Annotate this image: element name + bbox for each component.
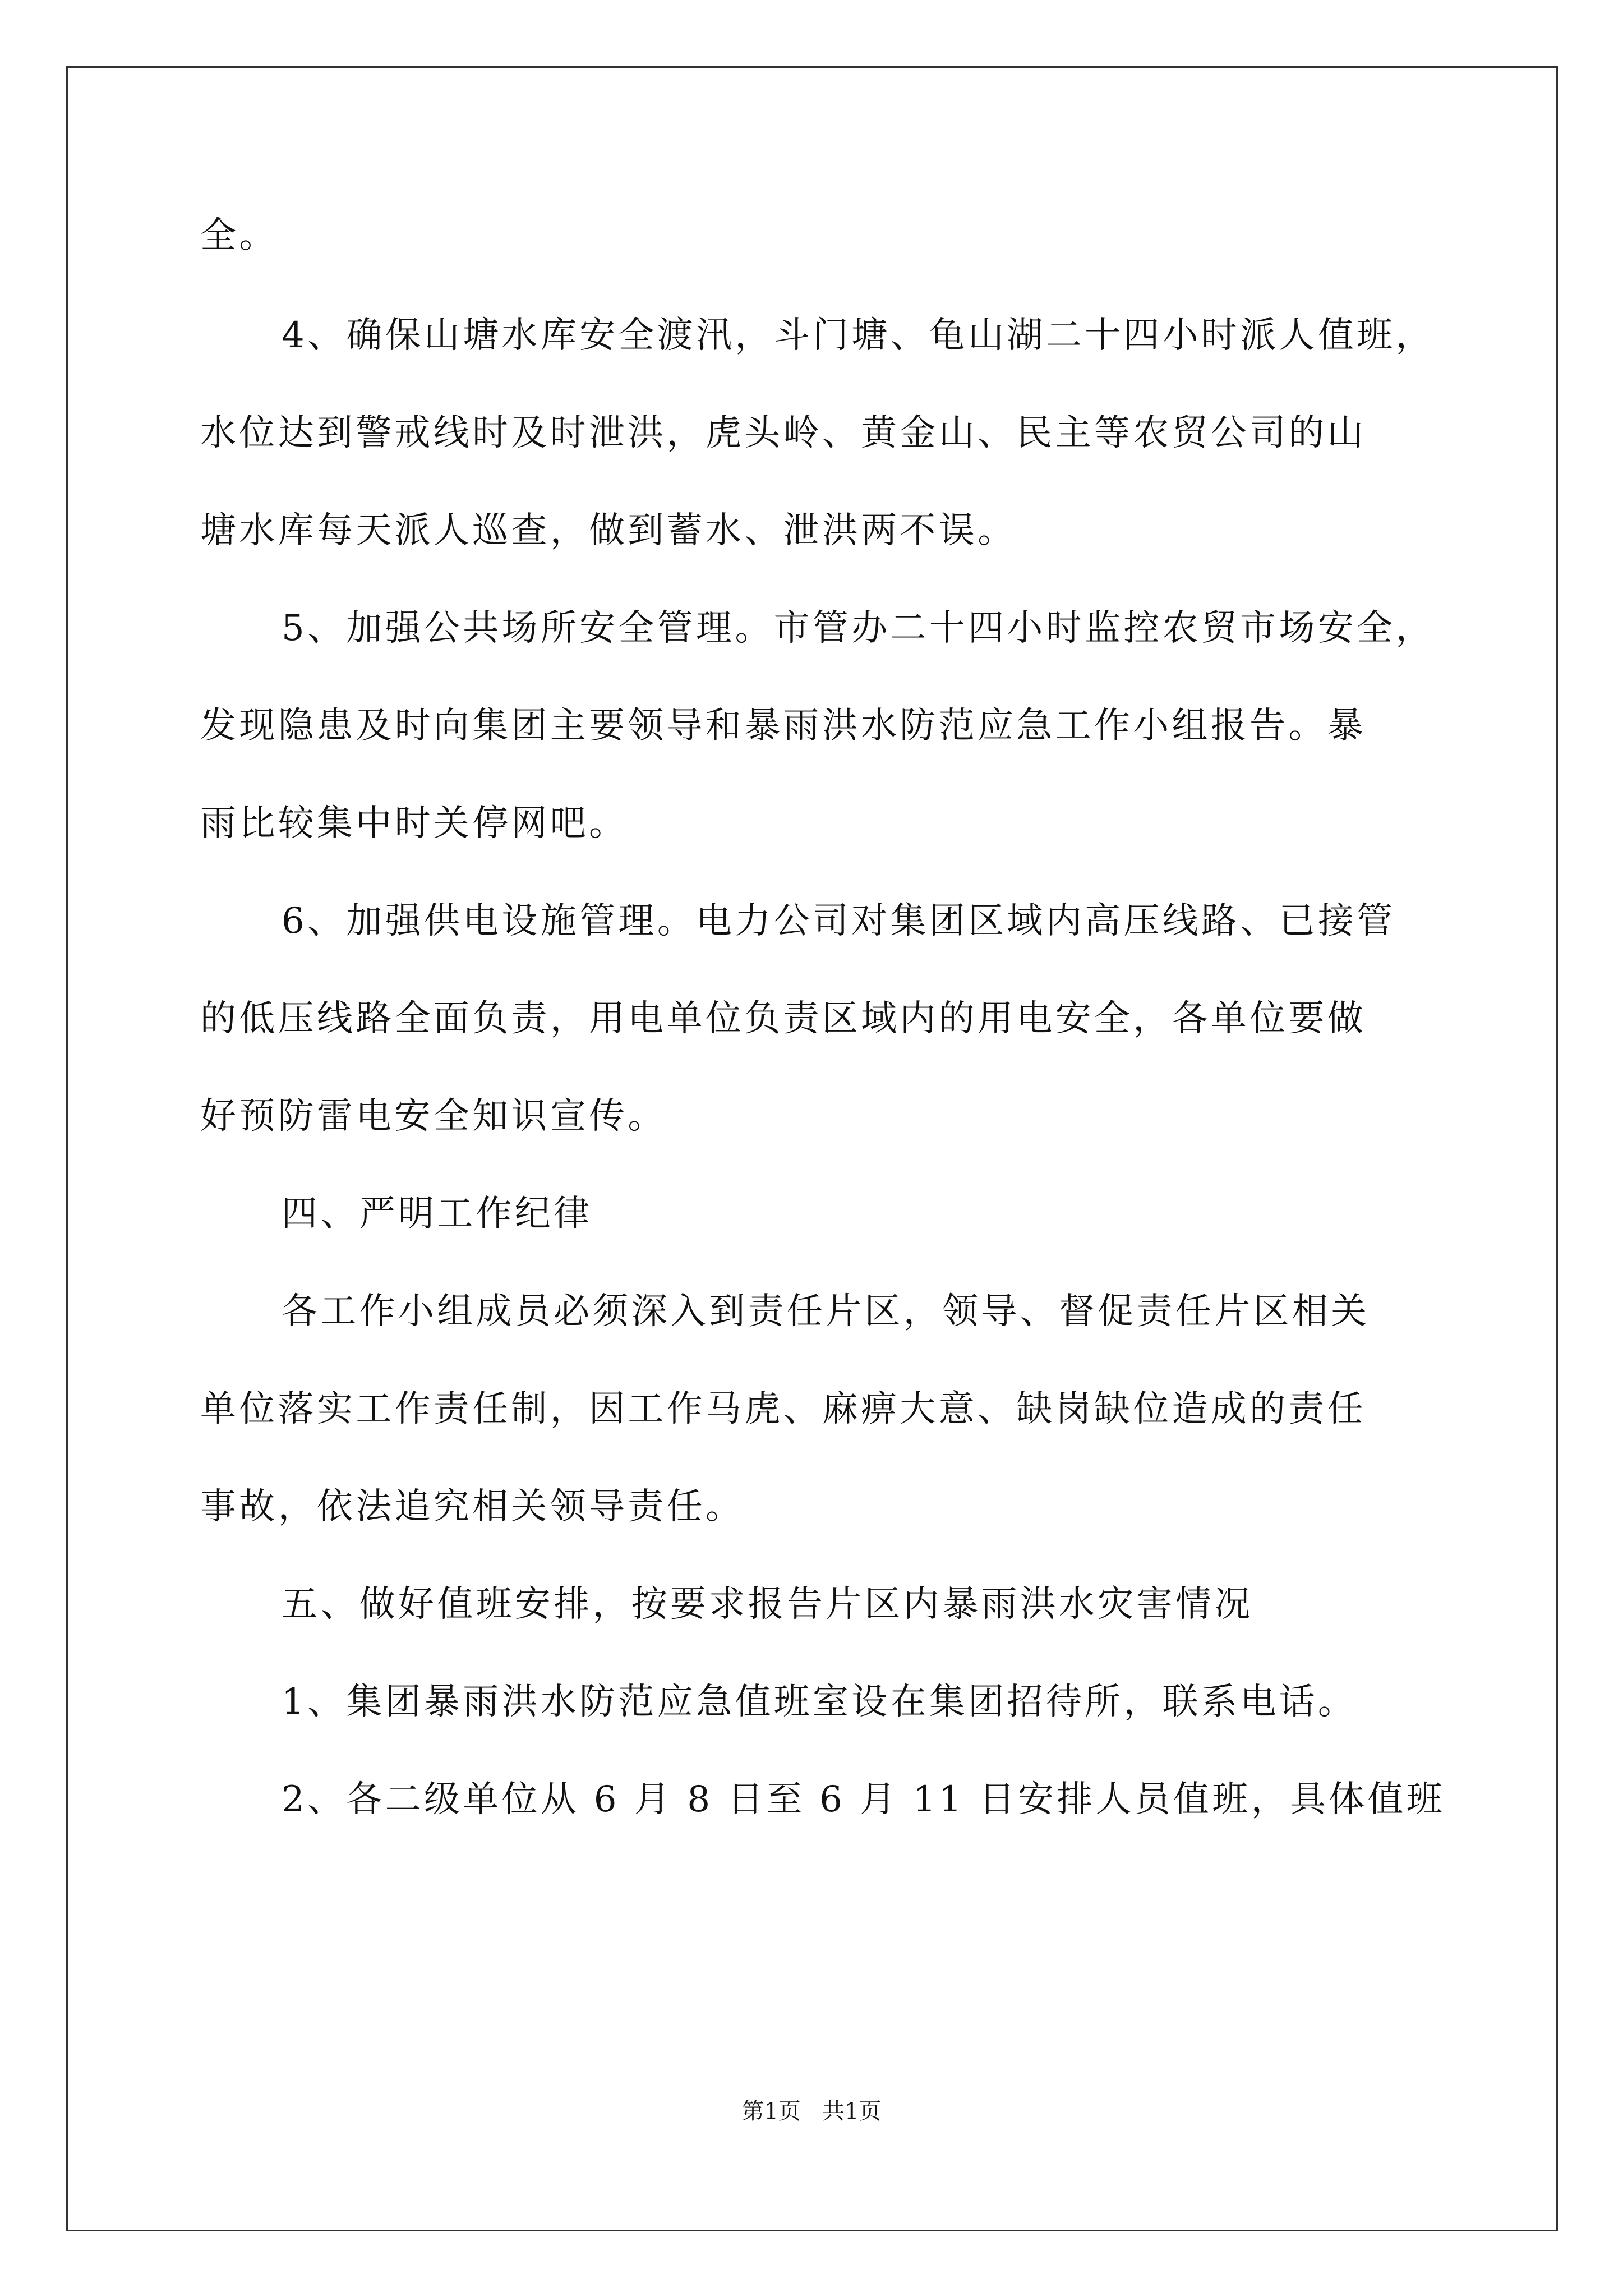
section-heading: 四、严明工作纪律 — [282, 1193, 593, 1235]
text-line: 各工作小组成员必须深入到责任片区，领导、督促责任片区相关 — [282, 1291, 1370, 1332]
text-line: 4、确保山塘水库安全渡汛，斗门塘、龟山湖二十四小时派人值班， — [282, 315, 1435, 356]
page-border — [66, 66, 1558, 2231]
text-line: 塘水库每天派人巡查，做到蓄水、泄洪两不误。 — [200, 510, 1017, 551]
text-line: 雨比较集中时关停网吧。 — [200, 803, 628, 844]
text-line: 事故，依法追究相关领导责任。 — [200, 1486, 745, 1527]
text-line: 的低压线路全面负责，用电单位负责区域内的用电安全，各单位要做 — [200, 998, 1366, 1039]
text-line: 1、集团暴雨洪水防范应急值班室设在集团招待所，联系电话。 — [282, 1681, 1357, 1723]
text-line: 单位落实工作责任制，因工作马虎、麻痹大意、缺岗缺位造成的责任 — [200, 1388, 1366, 1430]
text-line: 好预防雷电安全知识宣传。 — [200, 1096, 667, 1137]
text-line: 发现隐患及时向集团主要领导和暴雨洪水防范应急工作小组报告。暴 — [200, 705, 1366, 747]
text-line: 水位达到警戒线时及时泄洪，虎头岭、黄金山、民主等农贸公司的山 — [200, 412, 1366, 454]
text-line: 全。 — [200, 215, 278, 256]
page-number-footer: 第1页 共1页 — [741, 2099, 882, 2124]
text-line: 6、加强供电设施管理。电力公司对集团区域内高压线路、已接管 — [282, 900, 1396, 942]
text-line: 5、加强公共场所安全管理。市管办二十四小时监控农贸市场安全， — [282, 608, 1435, 649]
text-line: 2、各二级单位从 6 月 8 日至 6 月 11 日安排人员值班，具体值班 — [282, 1779, 1446, 1820]
section-heading: 五、做好值班安排，按要求报告片区内暴雨洪水灾害情况 — [282, 1584, 1253, 1625]
